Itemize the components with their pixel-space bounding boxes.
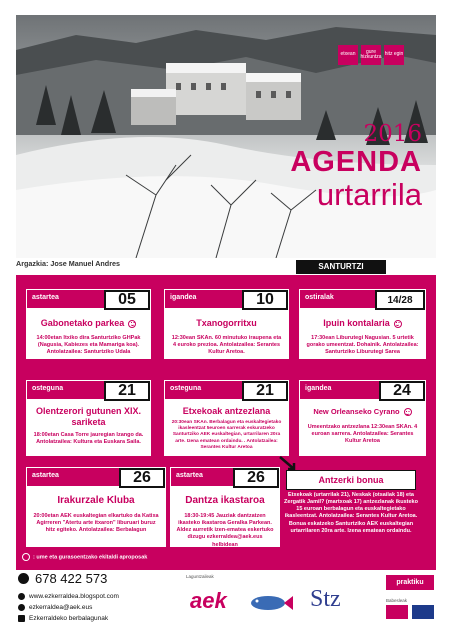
- event-card: [164, 289, 289, 359]
- agenda-title: AGENDA: [290, 146, 422, 178]
- facebook-line: [18, 615, 108, 622]
- day-number: 05: [104, 290, 150, 310]
- blog-url[interactable]: www.ezkerraldea.blogspot.com: [29, 593, 119, 600]
- email-line: [18, 604, 92, 611]
- location-badge: SANTURTZI: [296, 260, 386, 274]
- aek-logo-text: aek: [190, 588, 227, 613]
- day-name: osteguna: [32, 385, 64, 392]
- event-title-text: New Orleanseko Cyrano: [313, 407, 400, 416]
- event-title: Dantza ikastaroa: [185, 495, 265, 506]
- day-name: astartea: [32, 472, 59, 479]
- stz-logo-text: Stz: [310, 586, 341, 612]
- day-number: 21: [242, 381, 288, 401]
- event-card: [299, 289, 426, 359]
- event-title: Olentzerori gutunen XIX. sariketa: [35, 406, 141, 427]
- event-desc: 12:30ean SKAn. 60 minutuko iraupena eta 4 euroko prezioa. Antolatzailea: Serantes Kultur Aretoa.: [171, 335, 282, 356]
- mail-icon: [18, 604, 25, 611]
- event-title: [26, 318, 151, 328]
- day-name: osteguna: [170, 385, 202, 392]
- campaign-logos: [338, 45, 404, 65]
- day-bar: [164, 380, 289, 400]
- event-card: [26, 289, 151, 359]
- day-bar: [299, 289, 426, 309]
- logo-hitz-egin: hitz egin: [384, 45, 404, 65]
- patron-logo-2: [412, 605, 434, 619]
- event-title: Txanogorritxu: [196, 318, 257, 328]
- day-number: 21: [104, 381, 150, 401]
- day-name: astartea: [176, 472, 203, 479]
- special-desc: Etxekoak (urtarrilak 21), Neskak (otsailak 18) eta Zergatik Jamil? (martxoak 17) antzezlanak ikusteko 15 euroan berbalagun eta euskaltegietako ikasleentzat. Antolatzailea: Serantes Kultur Aretoa. Bonua eskatzeko Santurtziko AEK euskaltegian urtarrilaren 20ra arte. Izena ematean ordaindu.: [284, 492, 418, 534]
- event-desc: 14:00etan Itxiko dira Santurtziko GHPak (Nagusia, Kabiezes eta Mamariga koa). Antolatzailea: Santurtziko Udala: [36, 335, 141, 356]
- event-card: [299, 380, 426, 456]
- legend-note: [22, 553, 147, 561]
- smiley-icon: [394, 320, 402, 328]
- globe-icon: [18, 593, 25, 600]
- logo-etxean: etxean: [338, 45, 358, 65]
- smiley-icon: [128, 320, 136, 328]
- day-bar: [26, 380, 151, 400]
- patrons-label: Babesleak: [386, 598, 408, 603]
- smiley-icon: [22, 553, 30, 561]
- event-card: [26, 380, 151, 456]
- day-number: 10: [242, 290, 288, 310]
- month-title: urtarrila: [316, 177, 422, 212]
- event-desc: 18:00etan Casa Torre jauregian Izango da. Antolatzailea: Kultura eta Euskara Saila.: [33, 432, 144, 446]
- praktiku-logo: [386, 575, 434, 590]
- whatsapp-icon: [18, 573, 29, 584]
- event-card: [164, 380, 289, 456]
- event-title: Irakurzale Kluba: [57, 495, 135, 506]
- header-photo: [16, 15, 436, 258]
- logo-gure-hizkuntza: gure hizkuntza: [361, 45, 381, 65]
- patron-logo-1: [386, 605, 408, 619]
- day-bar: [26, 467, 166, 487]
- day-number: 26: [233, 468, 279, 488]
- email-address[interactable]: ezkerraldea@aek.eus: [29, 604, 93, 611]
- event-card: [26, 467, 166, 547]
- day-name: astartea: [32, 294, 59, 301]
- stz-logo: [310, 586, 341, 613]
- day-bar: [164, 289, 289, 309]
- sponsors-label: Laguntzaileak: [186, 574, 214, 579]
- day-name: igandea: [305, 385, 332, 392]
- year: 2016: [363, 121, 422, 147]
- event-card: [170, 467, 280, 547]
- agenda-title-block: [290, 123, 422, 210]
- day-number: 14/28: [375, 290, 425, 310]
- praktiku-logo-text: praktiku: [396, 579, 424, 586]
- event-title-text: Gabonetako parkea: [40, 318, 125, 328]
- event-title: Etxekoak antzezlana: [182, 406, 271, 416]
- event-desc: 20:00etan AEK euskaltegian elkartuko da Katixa Agirreren "Atertu arte itxaron" liburuari buruz hitz egiteko. Antolatzailea: Berbalagun: [33, 513, 159, 534]
- event-desc: 18:30-19:45 Jauziak dantzatzen ikasteko ikastaroa Geralka Parkean. Aldez aurretik izen-ematea eskertuko dizugu ezkerraldea@aek.eus helbidean: [176, 513, 274, 548]
- event-title-text: Ipuin kontalaria: [323, 318, 390, 328]
- event-desc: Umeentzako antzezlana 12:30ean SKAn. 4 euroan sarrera. Antolatzailea: Serantes Kultur Aretoa: [307, 424, 418, 445]
- event-title: [299, 318, 426, 328]
- fish-logo-icon: [248, 590, 294, 614]
- day-name: igandea: [170, 294, 197, 301]
- special-title: Antzerki bonua: [286, 470, 416, 490]
- day-bar: [170, 467, 280, 487]
- legend-note-text: : ume eta gurasoentzako ekitaldi aproposak: [33, 554, 148, 561]
- day-bar: [299, 380, 426, 400]
- event-title: [299, 407, 426, 416]
- day-number: 26: [119, 468, 165, 488]
- phone: [18, 571, 107, 586]
- day-bar: [26, 289, 151, 309]
- day-name: ostiralak: [305, 294, 334, 301]
- aek-logo: [190, 588, 227, 614]
- event-desc: 17:30ean Liburutegi Nagusian. 5 urtetik gorako umeentzat. Dohainik. Antolatzailea: Santurtziko Liburutegi Sarea: [306, 335, 419, 356]
- facebook-name[interactable]: Ezkerraldeko berbalagunak: [29, 615, 109, 622]
- day-number: 24: [379, 381, 425, 401]
- smiley-icon: [404, 408, 412, 416]
- event-desc: 20:30ean SKAn. Berbalagun eta euskaltegietako ikasleentzat 5euroen sarrerak eskuratzeko Santurtziko AEK euskaltegian, urtarrilaren 20ra arte. Izena ematean ordaindu. . Antolatzailea: Serantes Kultur Aretoa: [171, 420, 282, 450]
- phone-number: 678 422 573: [35, 571, 108, 586]
- blog-line: [18, 593, 119, 600]
- photo-credit: Argazkia: Jose Manuel Andres: [16, 259, 120, 268]
- facebook-icon: [18, 615, 25, 622]
